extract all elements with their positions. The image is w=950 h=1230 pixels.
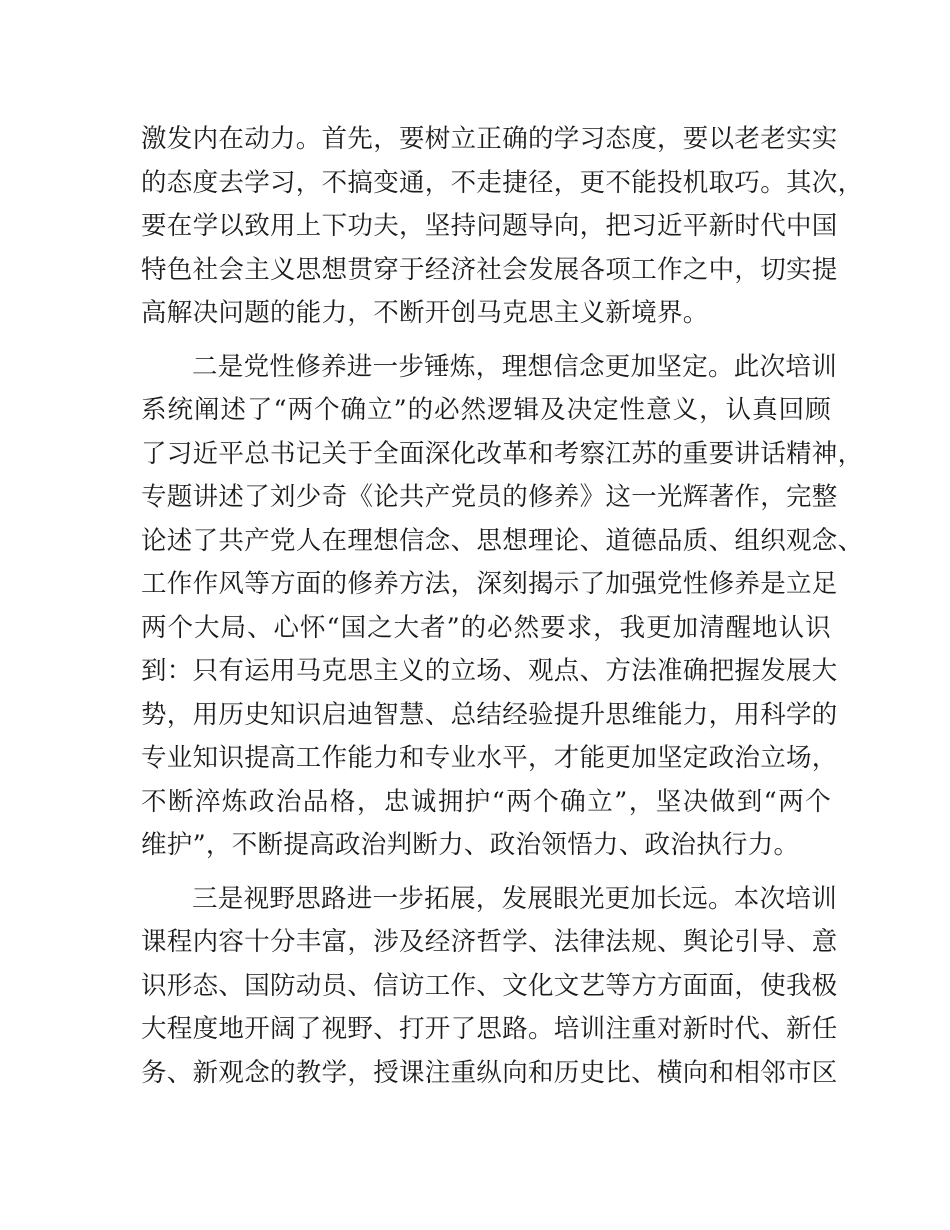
text-line: 的态度去学习，不搞变通，不走捷径，更不能投机取巧。其次，	[141, 167, 864, 198]
text-line: 势，用历史知识启迪智慧、总结经验提升思维能力，用科学的	[141, 699, 838, 730]
text-line: 专题讲述了刘少奇《论共产党员的修养》这一光辉著作，完整	[141, 482, 838, 512]
document-body	[141, 118, 864, 1095]
text-line: 激发内在动力。首先，要树立正确的学习态度，要以老老实实	[141, 124, 838, 154]
paragraph-1	[141, 118, 864, 336]
text-line: 三是视野思路进一步拓展，发展眼光更加长远。本次培训	[192, 883, 838, 914]
text-line: 要在学以致用上下功夫，坚持问题导向，把习近平新时代中国	[141, 211, 838, 241]
paragraph-3	[141, 878, 838, 1096]
text-line: 课程内容十分丰富，涉及经济哲学、法律法规、舆论引导、意	[141, 927, 838, 957]
text-line: 不断淬炼政治品格，忠诚拥护“两个确立”，坚决做到“两个	[141, 786, 831, 817]
text-line: 工作作风等方面的修养方法，深刻揭示了加强党性修养是立足	[141, 569, 838, 599]
text-line: 维护”，不断提高政治判断力、政治领悟力、政治执行力。	[141, 830, 800, 860]
text-line: 高解决问题的能力，不断开创马克思主义新境界。	[141, 298, 709, 328]
text-line: 识形态、国防动员、信访工作、文化文艺等方方面面，使我极	[141, 970, 838, 1001]
paragraph-spacer	[141, 336, 831, 346]
paragraph-2	[141, 346, 864, 868]
text-line: 专业知识提高工作能力和专业水平，才能更加坚定政治立场，	[141, 743, 838, 773]
text-line: 大程度地开阔了视野、打开了思路。培训注重对新时代、新任	[141, 1014, 838, 1044]
text-line: 特色社会主义思想贯穿于经济社会发展各项工作之中，切实提	[141, 254, 838, 285]
text-line: 系统阐述了“两个确立”的必然逻辑及决定性意义，认真回顾	[141, 395, 831, 425]
text-line: 二是党性修养进一步锤炼，理想信念更加坚定。此次培训	[192, 351, 838, 382]
text-line: 两个大局、心怀“国之大者”的必然要求，我更加清醒地认识	[141, 612, 831, 643]
text-line: 到：只有运用马克思主义的立场、观点、方法准确把握发展大	[141, 656, 838, 686]
text-line: 了习近平总书记关于全面深化改革和考察江苏的重要讲话精神，	[141, 438, 864, 469]
paragraph-spacer	[141, 868, 831, 878]
text-line: 务、新观念的教学，授课注重纵向和历史比、横向和相邻市区	[141, 1057, 838, 1088]
text-line: 论述了共产党人在理想信念、思想理论、道德品质、组织观念、	[141, 525, 864, 556]
